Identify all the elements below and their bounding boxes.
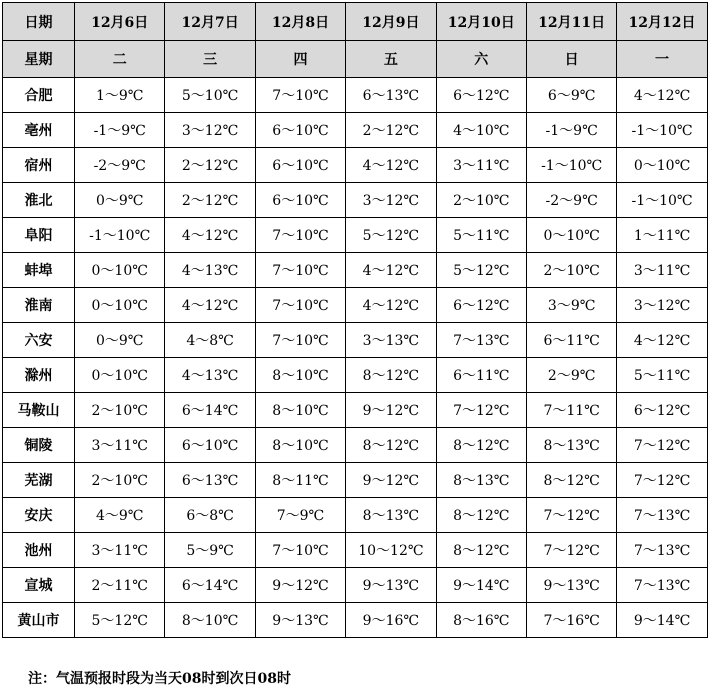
city-name: 阜阳	[3, 218, 75, 253]
table-row	[3, 393, 708, 428]
temperature-cell: 6～11℃	[436, 358, 526, 393]
temperature-cell: 7～13℃	[617, 533, 707, 568]
temperature-cell: 6～12℃	[436, 78, 526, 113]
temperature-cell: 2～9℃	[526, 358, 616, 393]
temperature-cell: 3～11℃	[75, 428, 165, 463]
temperature-cell: 4～9℃	[75, 498, 165, 533]
temperature-cell: 9～13℃	[346, 568, 436, 603]
temperature-cell: 6～11℃	[526, 323, 616, 358]
table-row	[3, 218, 708, 253]
temperature-cell: 4～8℃	[165, 323, 255, 358]
temperature-cell: 5～12℃	[346, 218, 436, 253]
temperature-cell: 7～9℃	[255, 498, 345, 533]
temperature-cell: 8～13℃	[436, 463, 526, 498]
temperature-cell: 9～12℃	[255, 568, 345, 603]
temperature-cell: 8～12℃	[526, 463, 616, 498]
forecast-table	[2, 2, 708, 638]
city-name: 安庆	[3, 498, 75, 533]
temperature-cell: 7～10℃	[255, 218, 345, 253]
table-row	[3, 78, 708, 113]
table-row	[3, 428, 708, 463]
temperature-cell: 1～11℃	[617, 218, 707, 253]
date-header-cell: 12月8日	[255, 3, 345, 41]
temperature-cell: 8～12℃	[346, 428, 436, 463]
temperature-cell: 3～9℃	[526, 288, 616, 323]
date-header-row	[3, 3, 708, 41]
temperature-cell: 8～10℃	[255, 358, 345, 393]
temperature-cell: 9～12℃	[346, 463, 436, 498]
forecast-body	[3, 78, 708, 638]
temperature-cell: 3～13℃	[346, 323, 436, 358]
table-row	[3, 603, 708, 638]
temperature-cell: 3～12℃	[165, 113, 255, 148]
temperature-cell: 0～10℃	[526, 218, 616, 253]
temperature-cell: -1～10℃	[526, 148, 616, 183]
temperature-cell: 0～10℃	[75, 288, 165, 323]
temperature-cell: 9～14℃	[436, 568, 526, 603]
temperature-cell: 9～13℃	[526, 568, 616, 603]
temperature-cell: 7～12℃	[617, 428, 707, 463]
table-row	[3, 533, 708, 568]
city-name: 铜陵	[3, 428, 75, 463]
city-name: 宿州	[3, 148, 75, 183]
temperature-cell: 5～11℃	[436, 218, 526, 253]
weekday-header-cell: 四	[255, 41, 345, 78]
temperature-cell: 6～10℃	[165, 428, 255, 463]
temperature-cell: 4～12℃	[346, 148, 436, 183]
temperature-cell: 5～11℃	[617, 358, 707, 393]
temperature-cell: 9～14℃	[617, 603, 707, 638]
weekday-header-label: 星期	[3, 41, 75, 78]
temperature-cell: 7～11℃	[526, 393, 616, 428]
temperature-cell: 7～13℃	[617, 568, 707, 603]
temperature-cell: 2～12℃	[165, 148, 255, 183]
temperature-cell: 6～9℃	[526, 78, 616, 113]
temperature-cell: 4～12℃	[165, 288, 255, 323]
temperature-cell: 2～11℃	[75, 568, 165, 603]
temperature-cell: 8～12℃	[346, 358, 436, 393]
temperature-cell: 0～10℃	[75, 358, 165, 393]
temperature-cell: 8～12℃	[436, 498, 526, 533]
weekday-header-cell: 五	[346, 41, 436, 78]
temperature-cell: -1～9℃	[526, 113, 616, 148]
table-row	[3, 358, 708, 393]
city-name: 滁州	[3, 358, 75, 393]
temperature-cell: 9～12℃	[346, 393, 436, 428]
temperature-cell: 9～16℃	[346, 603, 436, 638]
table-row	[3, 183, 708, 218]
temperature-cell: 8～13℃	[526, 428, 616, 463]
table-row	[3, 113, 708, 148]
temperature-cell: 8～12℃	[436, 533, 526, 568]
temperature-cell: 3～12℃	[346, 183, 436, 218]
weekday-header-cell: 一	[617, 41, 707, 78]
temperature-cell: 7～12℃	[526, 533, 616, 568]
city-name: 池州	[3, 533, 75, 568]
temperature-cell: 2～10℃	[75, 463, 165, 498]
temperature-cell: 5～12℃	[75, 603, 165, 638]
temperature-cell: -1～10℃	[617, 113, 707, 148]
temperature-cell: 4～13℃	[165, 358, 255, 393]
city-name: 宣城	[3, 568, 75, 603]
temperature-cell: 7～10℃	[255, 253, 345, 288]
city-name: 淮北	[3, 183, 75, 218]
temperature-cell: 7～10℃	[255, 288, 345, 323]
temperature-cell: 6～12℃	[617, 393, 707, 428]
weekday-header-cell: 六	[436, 41, 526, 78]
temperature-cell: 0～10℃	[75, 253, 165, 288]
temperature-cell: 2～10℃	[436, 183, 526, 218]
temperature-cell: 0～9℃	[75, 183, 165, 218]
temperature-cell: 4～12℃	[165, 218, 255, 253]
table-row	[3, 288, 708, 323]
temperature-cell: 4～12℃	[346, 253, 436, 288]
table-row	[3, 498, 708, 533]
temperature-cell: 8～13℃	[346, 498, 436, 533]
table-row	[3, 323, 708, 358]
city-name: 马鞍山	[3, 393, 75, 428]
city-name: 芜湖	[3, 463, 75, 498]
weekday-header-row	[3, 41, 708, 78]
city-name: 六安	[3, 323, 75, 358]
temperature-cell: 3～11℃	[75, 533, 165, 568]
temperature-cell: -1～9℃	[75, 113, 165, 148]
temperature-cell: 0～10℃	[617, 148, 707, 183]
temperature-cell: 8～11℃	[255, 463, 345, 498]
temperature-cell: 2～12℃	[346, 113, 436, 148]
temperature-cell: 8～12℃	[436, 428, 526, 463]
temperature-cell: -1～10℃	[75, 218, 165, 253]
temperature-cell: 6～14℃	[165, 393, 255, 428]
temperature-cell: 7～10℃	[255, 78, 345, 113]
temperature-cell: 8～10℃	[255, 393, 345, 428]
temperature-cell: 4～10℃	[436, 113, 526, 148]
temperature-cell: -2～9℃	[75, 148, 165, 183]
city-name: 蚌埠	[3, 253, 75, 288]
temperature-cell: 6～10℃	[255, 148, 345, 183]
temperature-cell: 5～9℃	[165, 533, 255, 568]
temperature-cell: 3～12℃	[617, 288, 707, 323]
temperature-cell: 4～12℃	[617, 78, 707, 113]
date-header-cell: 12月10日	[436, 3, 526, 41]
temperature-cell: 7～13℃	[617, 498, 707, 533]
temperature-cell: 7～13℃	[436, 323, 526, 358]
date-header-cell: 12月12日	[617, 3, 707, 41]
temperature-cell: 6～8℃	[165, 498, 255, 533]
temperature-cell: 8～10℃	[255, 428, 345, 463]
city-name: 淮南	[3, 288, 75, 323]
temperature-cell: 4～13℃	[165, 253, 255, 288]
temperature-cell: 7～12℃	[436, 393, 526, 428]
temperature-cell: 5～10℃	[165, 78, 255, 113]
table-row	[3, 463, 708, 498]
temperature-cell: 2～10℃	[75, 393, 165, 428]
temperature-cell: 7～12℃	[526, 498, 616, 533]
temperature-cell: 4～12℃	[346, 288, 436, 323]
temperature-cell: 0～9℃	[75, 323, 165, 358]
temperature-cell: 7～10℃	[255, 533, 345, 568]
temperature-cell: 7～10℃	[255, 323, 345, 358]
temperature-cell: 1～9℃	[75, 78, 165, 113]
date-header-cell: 12月7日	[165, 3, 255, 41]
temperature-cell: 2～12℃	[165, 183, 255, 218]
temperature-cell: 3～11℃	[436, 148, 526, 183]
city-name: 合肥	[3, 78, 75, 113]
temperature-cell: 6～12℃	[436, 288, 526, 323]
temperature-cell: 8～10℃	[165, 603, 255, 638]
date-header-cell: 12月9日	[346, 3, 436, 41]
temperature-cell: 9～13℃	[255, 603, 345, 638]
table-row	[3, 253, 708, 288]
temperature-cell: 7～12℃	[617, 463, 707, 498]
temperature-cell: -1～10℃	[617, 183, 707, 218]
footnote: 注：气温预报时段为当天08时到次日08时	[28, 671, 291, 687]
temperature-cell: -2～9℃	[526, 183, 616, 218]
temperature-cell: 3～11℃	[617, 253, 707, 288]
temperature-cell: 6～13℃	[165, 463, 255, 498]
temperature-cell: 4～12℃	[617, 323, 707, 358]
date-header-cell: 12月11日	[526, 3, 616, 41]
temperature-cell: 6～13℃	[346, 78, 436, 113]
date-header-cell: 12月6日	[75, 3, 165, 41]
date-header-label: 日期	[3, 3, 75, 41]
temperature-cell: 6～14℃	[165, 568, 255, 603]
temperature-cell: 5～12℃	[436, 253, 526, 288]
weekday-header-cell: 二	[75, 41, 165, 78]
table-row	[3, 568, 708, 603]
temperature-cell: 2～10℃	[526, 253, 616, 288]
temperature-cell: 6～10℃	[255, 183, 345, 218]
city-name: 亳州	[3, 113, 75, 148]
temperature-cell: 6～10℃	[255, 113, 345, 148]
weekday-header-cell: 日	[526, 41, 616, 78]
table-row	[3, 148, 708, 183]
temperature-cell: 10～12℃	[346, 533, 436, 568]
temperature-cell: 7～16℃	[526, 603, 616, 638]
weekday-header-cell: 三	[165, 41, 255, 78]
temperature-cell: 8～16℃	[436, 603, 526, 638]
city-name: 黄山市	[3, 603, 75, 638]
